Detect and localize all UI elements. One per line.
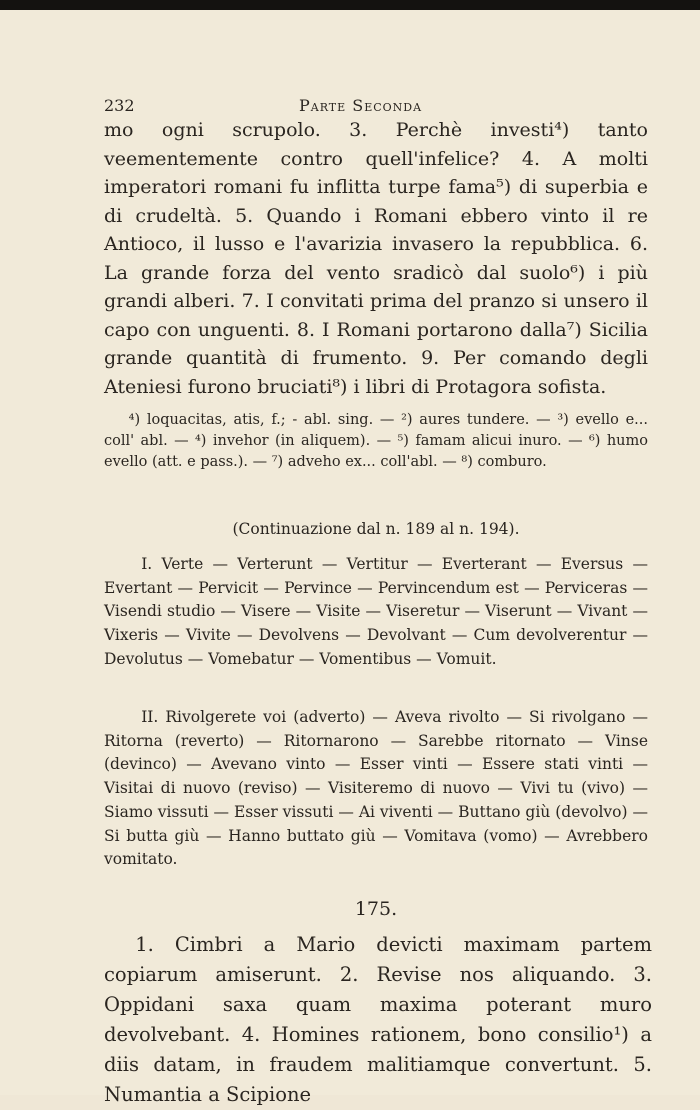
section-two bbox=[104, 706, 648, 872]
main-paragraph: mo ogni scrupolo. 3. Perchè investi⁴) tanto veementemente contro quell'infelice? 4. A molti imperatori romani fu inflitta turpe fama⁵) di superbia e di crudeltà. 5. Quando i Romani ebbero vinto il re Antioco, il lusso e l'avarizia invasero la repubblica. 6. La grande forza del vento sradicò dal suolo⁶) i più grandi alberi. 7. I convitati prima del pranzo si unsero il capo con unguenti. 8. I Romani portarono dalla⁷) Sicilia grande quantità di frumento. 9. Per comando degli Ateniesi furono bruciati⁸) i libri di Protagora sofista. bbox=[104, 119, 648, 398]
footnote-text: ⁴) loquacitas, atis, f.; - abl. sing. — ²) aures tundere. — ³) evello e... coll' abl. — ⁴) invehor (in aliquem). — ⁵) famam alicui inuro. — ⁶) humo evello (att. e pass.). — ⁷) adveho ex... coll'abl. — ⁸) comburo. bbox=[104, 412, 648, 470]
scan-top-edge bbox=[0, 0, 700, 10]
main-text bbox=[104, 116, 648, 401]
section-one bbox=[104, 553, 648, 672]
exercise-text bbox=[104, 930, 652, 1110]
section-one-text: I. Verte — Verterunt — Vertitur — Everterant — Eversus — Evertant — Pervicit — Pervince — Pervincendum est — Perviceras — Visendi studio — Visere — Visite — Viseretur — Viserunt — Vivant — Vixeris — Vivite — Devolvens — Devolvant — Cum devolverentur — Devolutus — Vomebatur — Vomentibus — Vomuit. bbox=[104, 555, 648, 668]
page-number: 232 bbox=[104, 96, 135, 115]
footnotes bbox=[104, 410, 648, 473]
section-two-text: II. Rivolgerete voi (adverto) — Aveva rivolto — Si rivolgano — Ritorna (reverto) — Ritornarono — Sarebbe ritornato — Vinse (devinco) — Avevano vinto — Esser vinti — Essere stati vinti — Visitai di nuovo (reviso) — Visiteremo di nuovo — Vivi tu (vivo) — Siamo vissuti — Esser vissuti — Ai viventi — Buttano giù (devolvo) — Si butta giù — Hanno buttato giù — Vomitava (vomo) — Avrebbero vomitato. bbox=[104, 708, 648, 869]
running-head: Parte Seconda bbox=[299, 96, 423, 115]
exercise-number: 175. bbox=[354, 898, 398, 920]
exercise-paragraph: 1. Cimbri a Mario devicti maximam partem copiarum amiserunt. 2. Revise nos aliquando. 3. Oppidani saxa quam maxima poterant muro devolvebant. 4. Homines rationem, bono consilio¹) a diis datam, in fraudem malitiamque convertunt. 5. Numantia a Scipione bbox=[104, 933, 652, 1106]
continuation-heading: (Continuazione dal n. 189 al n. 194). bbox=[232, 520, 520, 538]
